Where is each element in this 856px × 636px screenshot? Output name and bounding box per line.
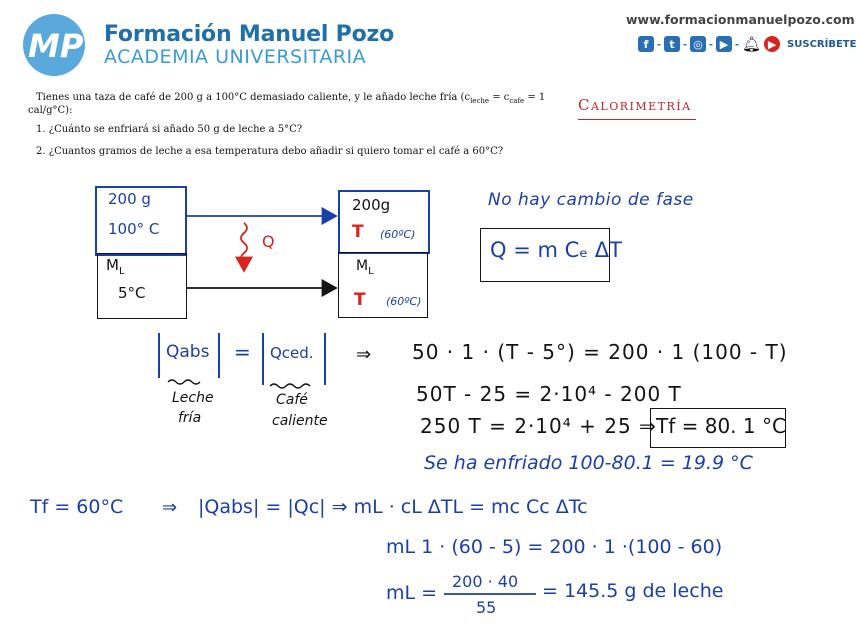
fraction-numerator: 200 · 40	[452, 572, 519, 591]
subscribe-button[interactable]: SUSCRÍBETE	[787, 38, 856, 50]
cafe-caption: Café	[276, 392, 308, 408]
problem-intro-cont: cal/g°C):	[28, 105, 73, 116]
milk-initial-temp: 5°C	[118, 284, 146, 302]
cooled-amount: Se ha enfriado 100-80.1 = 19.9 °C	[424, 452, 753, 474]
milk-final-value: (60ºC)	[386, 295, 422, 308]
topic-title: Calorimetría	[578, 96, 692, 114]
energy-balance: |Qabs| = |Qc| ⇒ mL · cL ΔTL = mc Cc ΔTc	[198, 496, 588, 518]
twitter-icon[interactable]: t	[664, 36, 680, 52]
equation-ml: mL 1 · (60 - 5) = 200 · 1 ·(100 - 60)	[386, 536, 723, 558]
heat-arrow	[241, 223, 247, 271]
coffee-final-value: (60ºC)	[380, 228, 416, 241]
q-ced-label: Qced.	[270, 344, 314, 362]
website-link[interactable]: www.formacionmanuelpozo.com	[626, 12, 855, 27]
result-temperature: Tf = 80. 1 °C	[656, 414, 786, 438]
problem-intro: Tienes una taza de café de 200 g a 100°C demasiado caliente, y le añado leche fría ($c_{leche} = c_{cafe} = 1$	[36, 92, 546, 105]
bell-icon[interactable]: 🔔︎	[742, 36, 762, 53]
instagram-icon[interactable]: ◎	[690, 36, 706, 52]
equation-1: 50 · 1 · (T - 5°) = 200 · 1 (100 - T)	[412, 340, 788, 364]
heat-formula: Q = m Cₑ ΔT	[490, 238, 622, 262]
brand-subtitle: ACADEMIA UNIVERSITARIA	[104, 46, 367, 68]
heat-label: Q	[262, 232, 275, 251]
milk-final-box	[338, 252, 428, 318]
implies-arrow-2: ⇒	[162, 497, 178, 518]
implies-arrow: ⇒	[356, 344, 372, 365]
final-answer: = 145.5 g de leche	[542, 580, 724, 602]
coffee-final-mass: 200g	[352, 196, 391, 214]
equation-3: 250 T = 2·10⁴ + 25 ⇒	[420, 414, 657, 438]
fraction-denominator: 55	[476, 598, 497, 617]
equals-sign: =	[234, 340, 251, 364]
q-abs-label: Qabs	[166, 342, 210, 362]
milk-final-temp: T	[354, 290, 366, 310]
leche-caption: Leche	[172, 390, 214, 406]
fria-caption: fría	[178, 410, 202, 426]
caliente-caption: caliente	[272, 413, 328, 429]
youtube-icon[interactable]: ▶	[716, 36, 732, 52]
brand-title: Formación Manuel Pozo	[104, 22, 395, 47]
target-temperature: Tf = 60°C	[30, 496, 124, 518]
coffee-final-temp: T	[352, 222, 364, 242]
youtube-play-icon[interactable]: ▶	[764, 36, 780, 52]
question-2: 2. ¿Cuantos gramos de leche a esa temperatura debo añadir si quiero tomar el café a 60°C?	[36, 146, 504, 157]
no-phase-change-note: No hay cambio de fase	[488, 190, 694, 210]
svg-text:MP: MP	[28, 27, 84, 65]
milk-initial-label: $M_L$	[106, 256, 125, 277]
question-1: 1. ¿Cuánto se enfriará si añado 50 g de leche a 5°C?	[36, 124, 303, 135]
ml-label: mL =	[386, 582, 438, 604]
social-bar: f - t - ◎ - ▶ - 🔔︎ ▶ SUSCRÍBETE	[638, 34, 856, 54]
equation-2: 50T - 25 = 2·10⁴ - 200 T	[416, 382, 682, 406]
milk-final-label: $M_L$	[356, 258, 374, 277]
facebook-icon[interactable]: f	[638, 36, 654, 52]
coffee-initial-mass: 200 g	[108, 190, 151, 208]
coffee-initial-temp: 100° C	[108, 220, 160, 238]
